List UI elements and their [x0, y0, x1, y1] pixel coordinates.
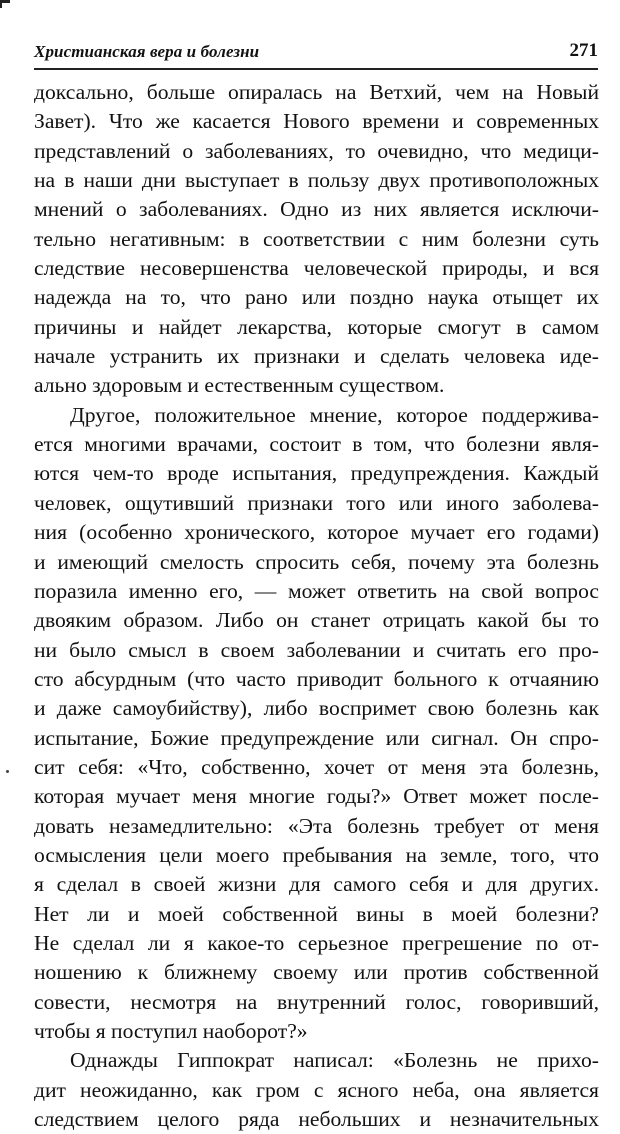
text-line: следствие несовершенства человеческой природы, и вся — [34, 256, 599, 281]
text-line: довать незамедлительно: «Эта болезнь требует от меня — [34, 813, 599, 838]
text-line: тельно негативным: в соответствии с ним болезни суть — [34, 226, 599, 251]
text-line: следствием целого ряда небольших и незначительных — [34, 1107, 599, 1132]
text-line: надежда на то, что рано или поздно наука отыщет их — [34, 285, 599, 310]
header-rule — [34, 68, 598, 70]
text-line: дит неожиданно, как гром с ясного неба, она является — [34, 1077, 599, 1102]
text-line: осмысления цели моего пребывания на земле, того, что — [34, 842, 599, 867]
text-line: сто абсурдным (что часто приводит больного к отчаянию — [34, 666, 599, 691]
text-line: на в наши дни выступает в пользу двух противоположных — [34, 168, 599, 193]
text-line: сит себя: «Что, собственно, хочет от меня эта болезнь, — [34, 754, 599, 779]
text-line: чтобы я поступил наоборот?» — [34, 1019, 308, 1043]
page-number: 271 — [569, 40, 598, 61]
text-line: причины и найдет лекарства, которые смогут в самом — [34, 314, 599, 339]
text-line: Однажды Гиппократ написал: «Болезнь не прихо- — [70, 1048, 599, 1073]
text-line: и даже самоубийству), либо воспримет свою болезнь как — [34, 696, 599, 721]
text-line: представлений о заболеваниях, то очевидно, что медици- — [34, 138, 599, 163]
text-line: двояким образом. Либо он станет отрицать какой бы то — [34, 608, 599, 633]
text-line: Другое, положительное мнение, которое поддержива- — [70, 402, 599, 427]
text-line: Не сделал ли я какое-то серьезное прегрешение по от- — [34, 930, 599, 955]
text-line: ются чем-то вроде испытания, предупреждения. Каждый — [34, 461, 599, 486]
page-header — [34, 38, 598, 68]
text-line: совести, несмотря на внутренний голос, говоривший, — [34, 989, 599, 1014]
text-line: ношению к ближнему своему или против собственной — [34, 960, 599, 985]
text-line: ется многими врачами, состоит в том, что болезни явля- — [34, 432, 599, 457]
text-line: мнений о заболеваниях. Одно из них является исключи- — [34, 197, 599, 222]
text-line: ния (особенно хронического, которое мучает его годами) — [34, 520, 599, 545]
scan-speck — [6, 770, 9, 773]
running-title: Христианская вера и болезни — [34, 42, 260, 61]
text-line: Завет). Что же касается Нового времени и современных — [34, 109, 599, 134]
body-text — [34, 78, 599, 1134]
text-line: ни было смысл в своем заболевании и считать его про- — [34, 637, 599, 662]
scan-corner-mark — [0, 0, 10, 8]
text-line: испытание, Божие предупреждение или сигнал. Он спро- — [34, 725, 599, 750]
text-line: Нет ли и моей собственной вины в моей болезни? — [34, 901, 599, 926]
text-line: которая мучает меня многие годы?» Ответ может после- — [34, 784, 599, 809]
text-line: я сделал в своей жизни для самого себя и для других. — [34, 872, 599, 897]
text-line: начале устранить их признаки и сделать человека иде- — [34, 344, 599, 369]
text-line: поразила именно его, — может ответить на свой вопрос — [34, 578, 599, 603]
text-line: человек, ощутивший признаки того или иного заболева- — [34, 490, 599, 515]
text-line: доксально, больше опиралась на Ветхий, чем на Новый — [34, 80, 599, 104]
text-line: ально здоровым и естественным существом. — [34, 373, 445, 398]
text-line: и имеющий смелость спросить себя, почему эта болезнь — [34, 549, 599, 574]
